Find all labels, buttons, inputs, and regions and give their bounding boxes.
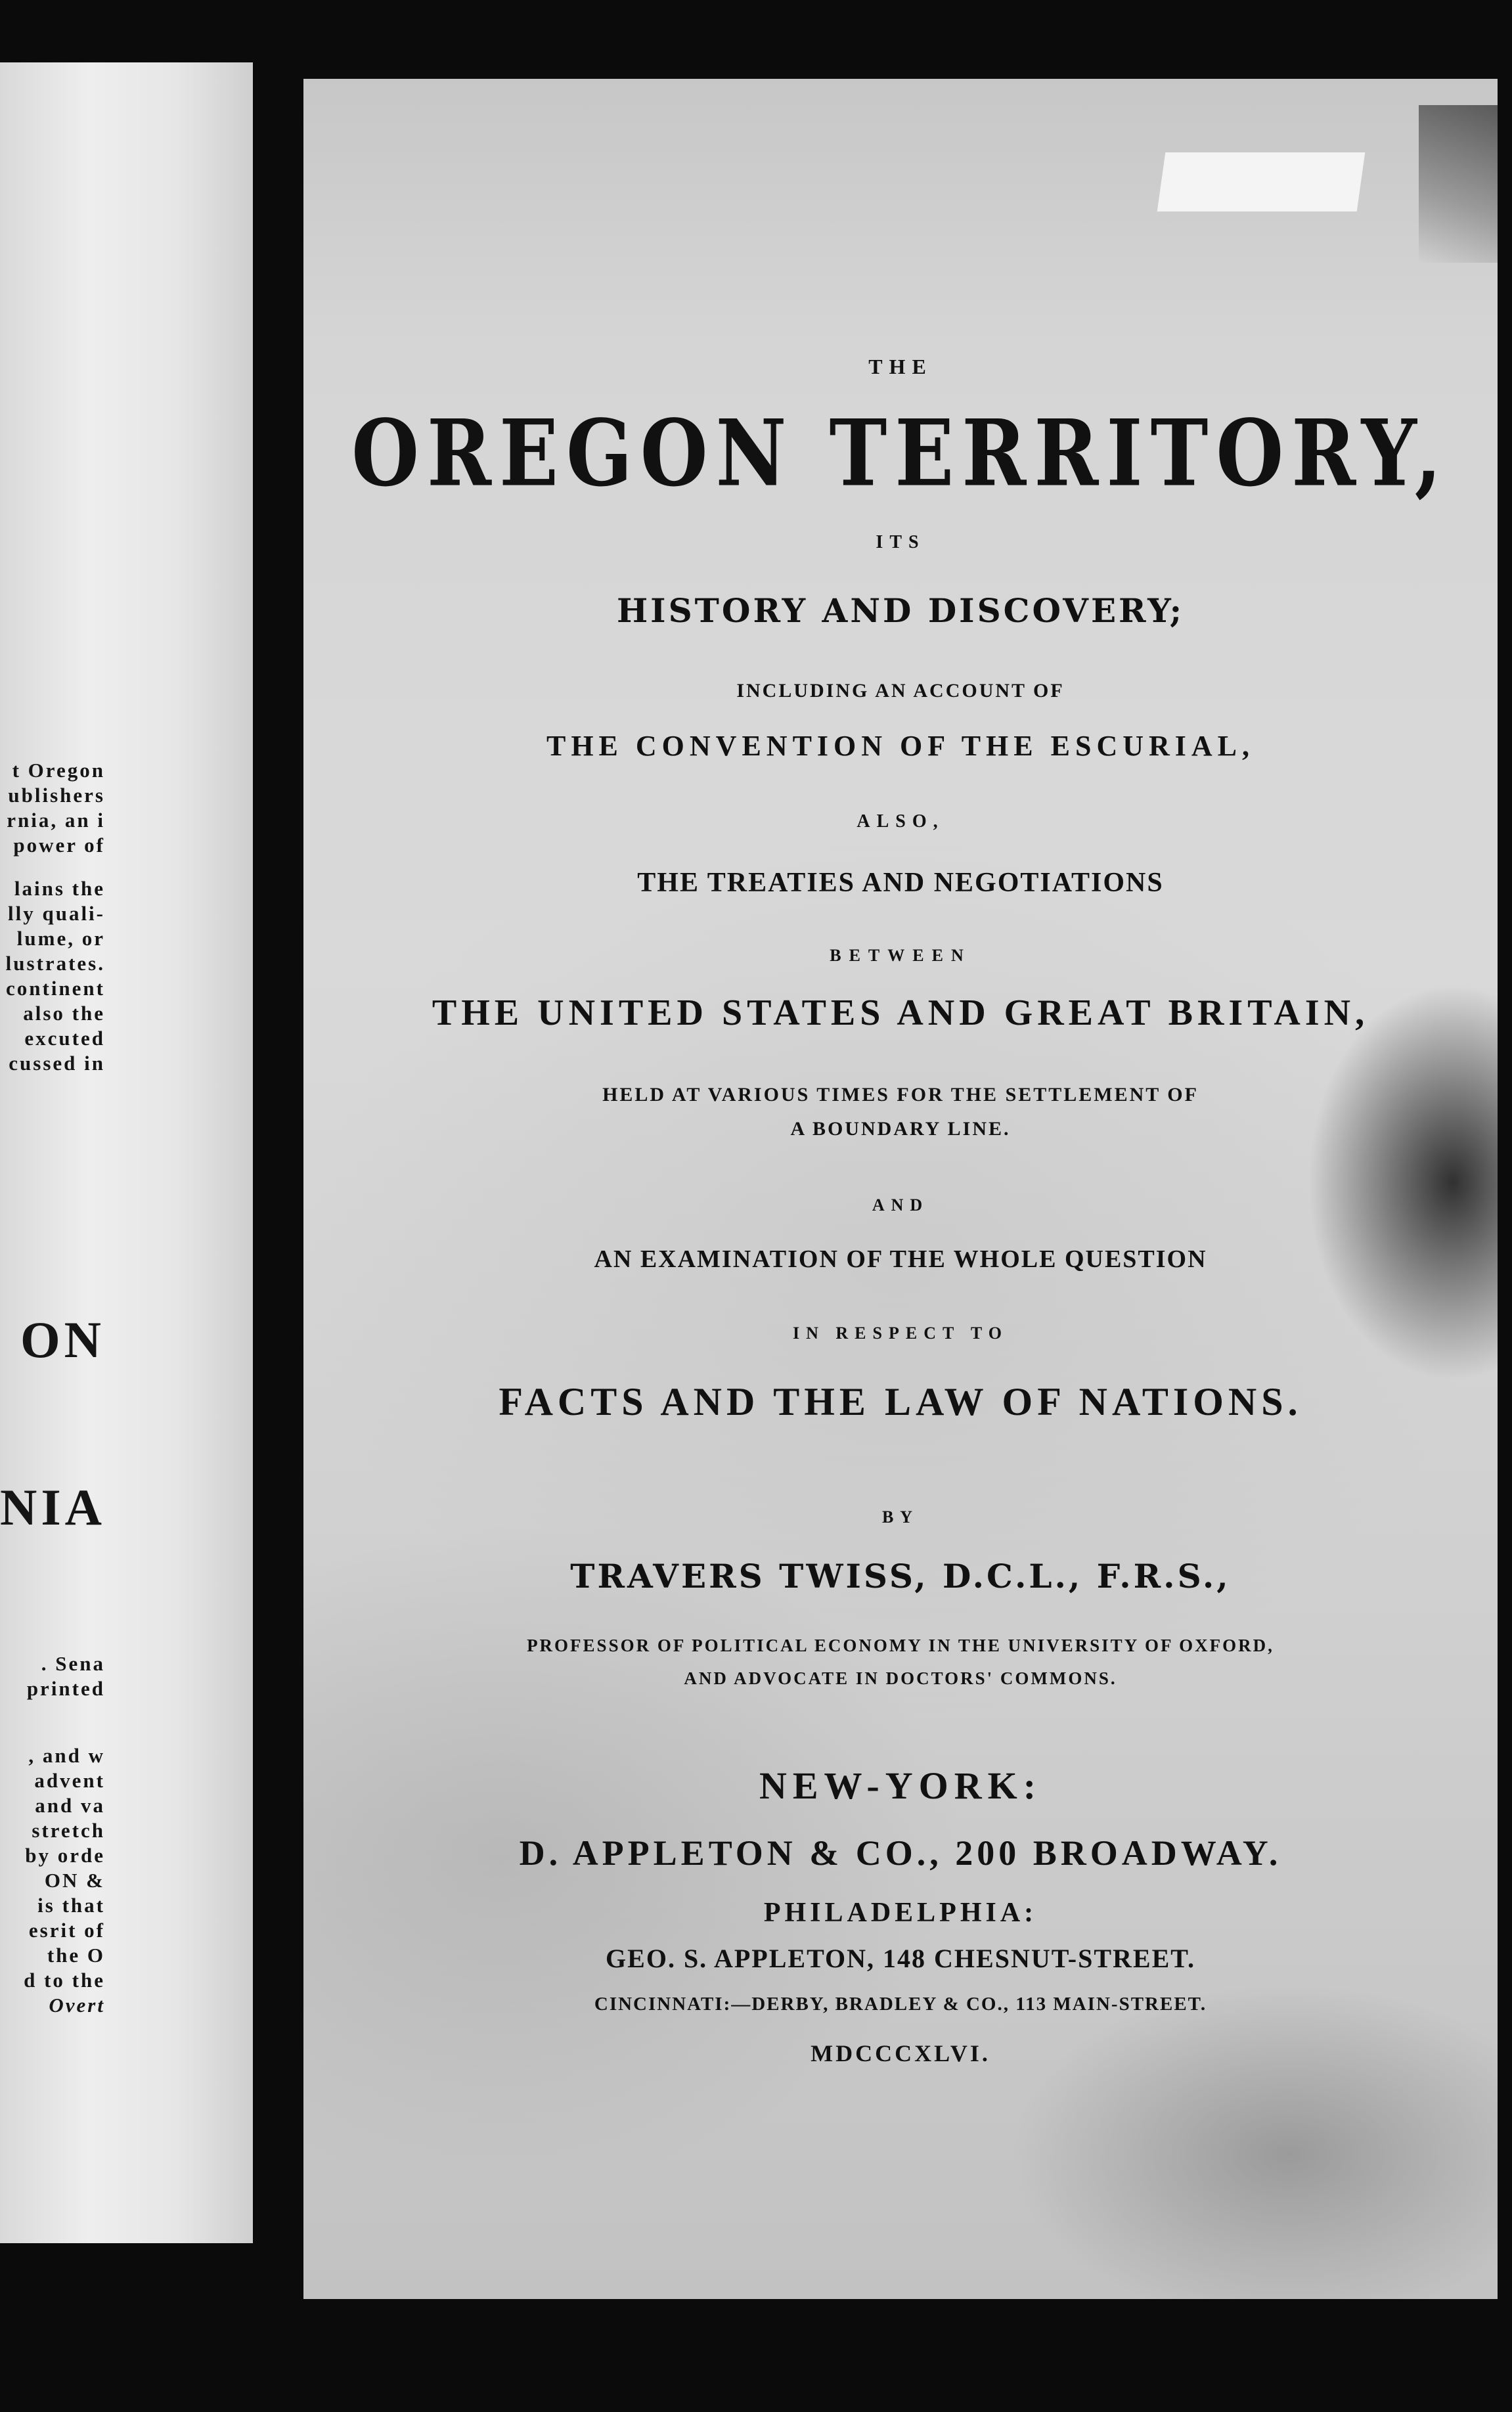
publisher-line: D. APPLETON & CO., 200 BROADWAY. <box>519 1833 1282 1873</box>
convention-line: THE CONVENTION OF THE ESCURIAL, <box>546 730 1255 762</box>
parties-line: THE UNITED STATES AND GREAT BRITAIN, <box>432 993 1369 1033</box>
boundary-line: A BOUNDARY LINE. <box>790 1118 1011 1140</box>
left-fragment: power of <box>13 834 105 857</box>
examination-line: AN EXAMINATION OF THE WHOLE QUESTION <box>594 1245 1207 1273</box>
left-fragment: d to the <box>24 1969 105 1992</box>
facts-line: FACTS AND THE LAW OF NATIONS. <box>499 1380 1302 1423</box>
left-fragment: NIA <box>0 1479 106 1536</box>
left-fragment: lustrates. <box>5 952 105 975</box>
left-fragment: esrit of <box>28 1919 105 1942</box>
left-fragment: lume, or <box>16 927 105 950</box>
left-fragment: also the <box>23 1002 105 1025</box>
left-page-strip <box>0 62 253 2243</box>
book-title: OREGON TERRITORY, <box>351 399 1450 507</box>
by-label: BY <box>881 1508 920 1527</box>
left-fragment: ublishers <box>8 784 105 807</box>
left-fragment: by orde <box>25 1844 105 1867</box>
and-label: AND <box>872 1195 929 1215</box>
professor-line: PROFESSOR OF POLITICAL ECONOMY IN THE UNIVERSITY OF OXFORD, <box>527 1636 1274 1655</box>
left-fragment: printed <box>26 1677 105 1700</box>
city2-line: PHILADELPHIA: <box>763 1898 1038 1928</box>
also-label: ALSO, <box>856 811 945 832</box>
left-fragment: lly quali- <box>7 902 105 925</box>
between-label: BETWEEN <box>830 946 971 965</box>
advocate-line: AND ADVOCATE IN DOCTORS' COMMONS. <box>684 1668 1117 1688</box>
city-line: NEW-YORK: <box>759 1764 1042 1807</box>
left-fragment: Overt <box>49 1994 105 2017</box>
left-fragment: is that <box>37 1894 105 1917</box>
left-fragment: and va <box>35 1794 105 1817</box>
corner-fold <box>1419 105 1498 263</box>
year-line: MDCCCXLVI. <box>811 2040 990 2066</box>
publisher2-line: GEO. S. APPLETON, 148 CHESNUT-STREET. <box>606 1944 1195 1973</box>
book-subtitle: HISTORY AND DISCOVERY; <box>616 591 1185 630</box>
left-fragment: , and w <box>28 1744 105 1767</box>
including-line: INCLUDING AN ACCOUNT OF <box>736 680 1065 702</box>
left-fragment: excuted <box>24 1027 105 1050</box>
left-fragment: stretch <box>32 1819 105 1842</box>
left-fragment: cussed in <box>9 1052 105 1075</box>
cincinnati-line: CINCINNATI:—DERBY, BRADLEY & CO., 113 MAIN-STREET. <box>594 1994 1207 2015</box>
left-fragment: the O <box>47 1944 105 1967</box>
left-fragment: continent <box>6 977 105 1000</box>
held-line: HELD AT VARIOUS TIMES FOR THE SETTLEMENT OF <box>602 1084 1199 1106</box>
the-label: THE <box>868 355 933 378</box>
title-page <box>303 79 1498 2299</box>
author-line: TRAVERS TWISS, D.C.L., F.R.S., <box>570 1557 1231 1596</box>
paper-label-patch <box>1157 152 1366 212</box>
left-fragment: ON <box>20 1311 105 1368</box>
left-fragment: rnia, an i <box>7 809 105 832</box>
left-fragment: . Sena <box>41 1652 105 1675</box>
treaties-line: THE TREATIES AND NEGOTIATIONS <box>637 868 1164 898</box>
left-fragment: advent <box>34 1769 105 1792</box>
left-fragment: lains the <box>14 877 105 900</box>
respect-line: IN RESPECT TO <box>793 1324 1008 1343</box>
its-label: ITS <box>876 532 925 552</box>
left-fragment: t Oregon <box>12 759 105 782</box>
left-fragment: ON & <box>44 1869 105 1892</box>
